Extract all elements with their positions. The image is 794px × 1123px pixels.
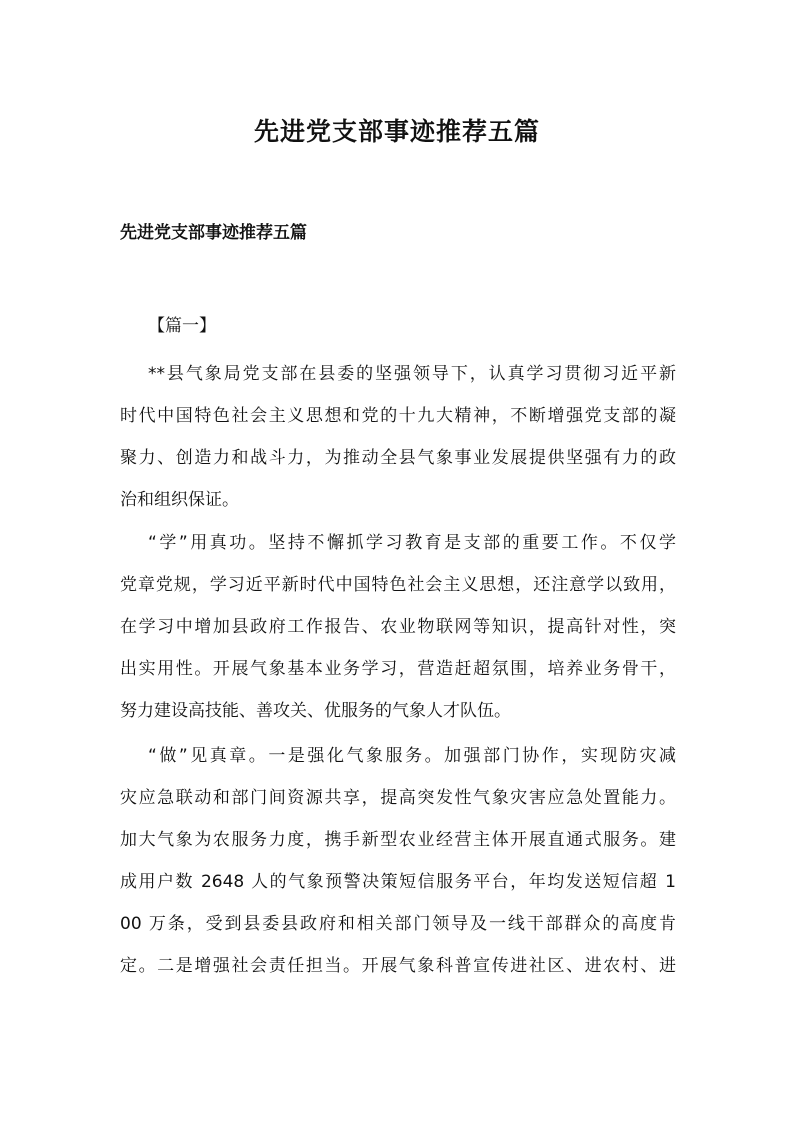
paragraph-1: [120, 353, 676, 521]
paragraph-line: 努力建设高技能、善攻关、优服务的气象人才队伍。: [120, 701, 511, 721]
document-subtitle: 先进党支部事迹推荐五篇: [120, 223, 307, 243]
paragraph-line: 00 万条，受到县委县政府和相关部门领导及一线干部群众的高度肯: [120, 914, 676, 934]
paragraph-line: “做”见真章。一是强化气象服务。加强部门协作，实现防灾减: [148, 746, 676, 766]
paragraph-line: 时代中国特色社会主义思想和党的十九大精神，不断增强党支部的凝: [120, 406, 676, 426]
document-title: 先进党支部事迹推荐五篇: [253, 117, 540, 146]
paragraph-3: [120, 735, 676, 987]
paragraph-2: [120, 522, 676, 732]
section-label: 【篇一】: [148, 316, 216, 336]
paragraph-line: 出实用性。开展气象基本业务学习，营造赶超氛围，培养业务骨干，: [120, 659, 676, 679]
paragraph-line: 定。二是增强社会责任担当。开展气象科普宣传进社区、进农村、进: [120, 956, 676, 976]
paragraph-line: “学”用真功。坚持不懈抓学习教育是支部的重要工作。不仅学: [148, 533, 676, 553]
paragraph-line: 聚力、创造力和战斗力，为推动全县气象事业发展提供坚强有力的政: [120, 448, 676, 468]
paragraph-line: 灾应急联动和部门间资源共享，提高突发性气象灾害应急处置能力。: [120, 788, 676, 808]
paragraph-line: 治和组织保证。: [120, 490, 239, 510]
paragraph-line: 成用户数 2648 人的气象预警决策短信服务平台，年均发送短信超 1: [120, 872, 676, 892]
paragraph-line: 在学习中增加县政府工作报告、农业物联网等知识，提高针对性，突: [120, 617, 676, 637]
paragraph-line: **县气象局党支部在县委的坚强领导下，认真学习贯彻习近平新: [148, 364, 676, 384]
paragraph-line: 加大气象为农服务力度，携手新型农业经营主体开展直通式服务。建: [120, 830, 676, 850]
paragraph-line: 党章党规，学习近平新时代中国特色社会主义思想，还注意学以致用，: [120, 575, 676, 595]
